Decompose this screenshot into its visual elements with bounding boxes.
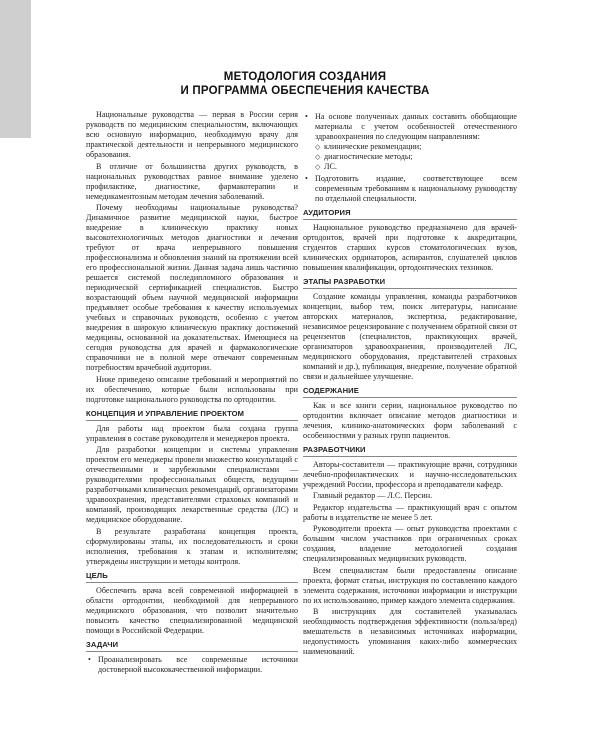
intro-paragraph: Ниже приведено описание требований и мероприятий по их обеспечению, которые были использованы при подготовке национального руководства по ортодонтии. [86,374,298,404]
developers-paragraph: Редактор издательства — практикующий врач с опытом работы в издательстве не менее 5 лет. [303,502,517,522]
tasks-list-continued [303,112,517,204]
bullet-icon: • [305,173,308,183]
goal-paragraph: Обеспечить врача всей современной информацией в области ортодонтии, необходимой для непрерывного медицинского образования, что позволит значительно повысить качество специализированной медицинской помощи в Российской Федерации. [86,585,298,635]
task-item [303,174,517,204]
audience-paragraph: Национальное руководство предназначено для врачей-ортодонтов, врачей при подготовке к аккредитации, студентов старших курсов стоматологических вузов, клинических ординаторов, аспирантов, слушателей циклов повышения квалификации, ортодонтических техников. [303,222,517,272]
task-text: На основе полученных данных составить обобщающие материалы с учетом особенностей отечественного здравоохранения по следующим направлениям: [315,112,517,141]
sub-item [315,152,517,162]
goal-heading: ЦЕЛЬ [86,571,298,583]
left-column [86,110,298,676]
sub-item [315,142,517,152]
page-edge-tab [0,0,31,138]
sub-item-text: ЛС. [324,162,337,171]
right-column [303,112,517,659]
bullet-icon: • [88,654,91,664]
tasks-heading: ЗАДАЧИ [86,640,298,652]
tasks-list [86,655,298,675]
concept-paragraph: В результате разработана концепция проекта, сформулированы этапы, их последовательность и сроки исполнения, требования к этапам и исполнителям; утверждены инструкции и методы контроля. [86,526,298,566]
concept-paragraph: Для работы над проектом была создана группа управления в составе руководителя и менеджеров проекта. [86,423,298,443]
task-text: Проанализировать все современные источники достоверной высококачественной информации. [98,654,298,674]
stages-paragraph: Создание команды управления, команды разработчиков концепции, выбор тем, поиск литературы, написание авторских материалов, экспертиза, редактирование, независимое рецензирование с получением обратной связи от рецензентов (специалистов, практикующих врачей, организаторов здравоохранения, производителей ЛС, медицинского оборудования, представителей страховых компаний и др.), публикация, внедрение, получение обратной связи и дальнейшее улучшение. [303,291,517,381]
audience-heading: АУДИТОРИЯ [303,208,517,220]
page-title-line-1: МЕТОДОЛОГИЯ СОЗДАНИЯ [223,71,387,83]
task-text: Подготовить издание, соответствующее всем современным требованиям к национальному руководству по отдельной специальности. [315,173,517,203]
developers-paragraph: Авторы-составители — практикующие врачи, сотрудники лечебно-профилактических и научно-исследовательских учреждений России, профессора и преподаватели кафедр. [303,459,517,489]
intro-paragraph: Национальные руководства — первая в России серия руководств по медицинским специальностям, включающих всю основную информацию, необходимую врачу для практической деятельности и непрерывного медицинского образования. [86,110,298,159]
concept-heading: КОНЦЕПЦИЯ И УПРАВЛЕНИЕ ПРОЕКТОМ [86,409,298,421]
diamond-bullet-icon: ◇ [315,163,321,171]
developers-paragraph: Главный редактор — Л.С. Персин. [313,491,433,500]
developers-paragraph: Всем специалистам были предоставлены описание проекта, формат статьи, инструкция по составлению каждого элемента содержания, источники информации и инструкции по их использованию, пример каждого элемента содержания. [303,565,517,605]
intro-paragraph: В отличие от большинства других руководств, в национальных руководствах равное внимание уделено профилактике, диагностике, фармакотерапии и немедикаментозным методам лечения заболеваний. [86,161,298,201]
task-item [303,112,517,172]
intro-paragraph: Почему необходимы национальные руководства? Динамичное развитие медицинской науки, быстрое внедрение в клиническую практику новых высокотехнологичных методов диагностики и лечения требуют от врача непрерывного повышения профессионализма и обновления знаний на протяжении всей его профессиональной жизни. Данная задача лишь частично решается системой последипломного образования и периодической сертификацией специалистов. Быстро возрастающий объем научной медицинской информации предъявляет особые требования к качеству используемых учебных и справочных руководств, особенно с учетом внедрения в широкую клиническую практику достижений медицины, основанной на доказательствах. Имеющиеся на сегодня руководства для врачей и фармакологические справочники не в полной мере отвечают современным потребностям врачебной аудитории. [86,203,298,372]
diamond-bullet-icon: ◇ [315,153,321,161]
task-item [86,655,298,675]
diamond-bullet-icon: ◇ [315,143,321,151]
task-sublist [315,142,517,172]
developers-heading: РАЗРАБОТЧИКИ [303,445,517,457]
content-heading: СОДЕРЖАНИЕ [303,386,517,398]
sub-item-text: диагностические методы; [324,152,413,161]
page-title-line-2: И ПРОГРАММА ОБЕСПЕЧЕНИЯ КАЧЕСТВА [180,85,430,97]
stages-heading: ЭТАПЫ РАЗРАБОТКИ [303,277,517,289]
developers-paragraph: В инструкциях для составителей указывалась необходимость подтверждения эффективности (польза/вред) вмешательств в независимых источниках информации, недопустимость упоминания каких-либо коммерческих наименований. [303,607,517,656]
sub-item [315,162,517,172]
developers-paragraph: Руководители проекта — опыт руководства проектами с большим числом участников при ограниченных сроках создания, владение методологией создания специализированных медицинских руководств. [303,524,517,563]
concept-paragraph: Для разработки концепции и системы управления проектом его менеджеры провели множество консультаций с отечественными и зарубежными специалистами — руководителями профессиональных обществ, ведущими разработчиками клинических рекомендаций, организаторами здравоохранения, представителями страховых компаний и компаний, производящих лекарственные средства (ЛС) и медицинское оборудование. [86,445,298,524]
bullet-icon: • [305,112,308,121]
page-title [150,70,460,98]
sub-item-text: клинические рекомендации; [324,142,422,151]
content-paragraph: Как и все книги серии, национальное руководство по ортодонтии включает описание методов диагностики и лечения, клинико-анатомических форм заболеваний с особенностями у разных групп пациентов. [303,400,517,440]
